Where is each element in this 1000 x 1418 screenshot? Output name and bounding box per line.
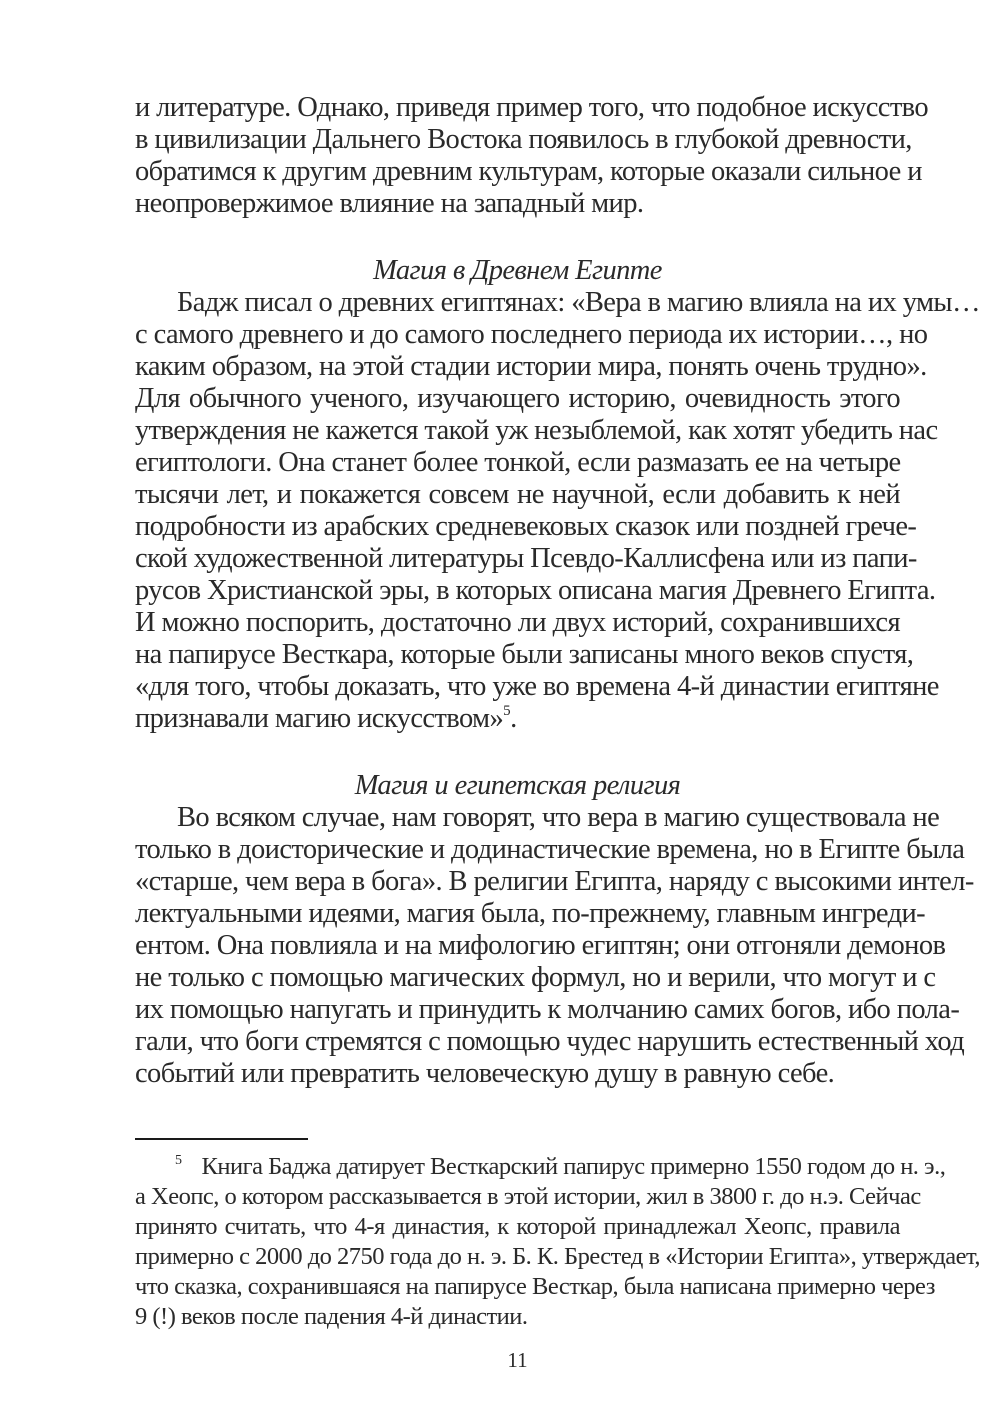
page-number: 11 (507, 1348, 528, 1372)
text-line: ской художественной литературы Псевдо-Каллисфена или из папи- (135, 543, 917, 574)
footnote-number: 5 (175, 1153, 182, 1168)
text-line: ентом. Она повлияла и на мифологию египтян; они отгоняли демонов (135, 930, 946, 961)
text-line: «для того, чтобы доказать, что уже во времена 4-й династии египтяне (135, 671, 939, 702)
text-line: лектуальными идеями, магия была, по-прежнему, главным ингреди- (135, 898, 926, 929)
footnote-text: Книга Баджа датирует Весткарский папирус примерно 1550 годом до н. э., (201, 1153, 946, 1180)
text-line: «старше, чем вера в бога». В религии Египта, наряду с высокими интел- (135, 866, 974, 897)
text-line: русов Христианской эры, в которых описана магия Древнего Египта. (135, 575, 936, 606)
text-line: только в доисторические и додинастические времена, но в Египте была (135, 834, 965, 865)
text-line: египтологи. Она станет более тонкой, если размазать ее на четыре (135, 447, 901, 478)
text-line: тысячи лет, и покажется совсем не научной, если добавить к ней (135, 479, 900, 510)
text-line: с самого древнего и до самого последнего периода их истории…, но (135, 319, 928, 350)
footnote-separator (135, 1138, 308, 1140)
text-line: событий или превратить человеческую душу в равную себе. (135, 1058, 835, 1089)
text-line: признавали магию искусством» (135, 703, 504, 734)
footnote-line: 9 (!) веков после падения 4-й династии. (135, 1303, 528, 1330)
text-line: утверждения не кажется такой уж незыблемой, как хотят убедить нас (135, 415, 938, 446)
text-line: Для обычного ученого, изучающего историю, очевидность этого (135, 383, 900, 414)
footnote-line: принято считать, что 4-я династия, к которой принадлежал Хеопс, правила (135, 1213, 900, 1240)
section-heading: Магия и египетская религия (354, 770, 681, 801)
text-line-with-footnote (135, 703, 900, 735)
trailing-punctuation: . (510, 703, 517, 734)
text-line: обратимся к другим древним культурам, которые оказали сильное и (135, 156, 922, 187)
footnote-line (135, 1152, 946, 1182)
text-line: в цивилизации Дальнего Востока появилось в глубокой древности, (135, 124, 912, 155)
footnote-reference[interactable]: 5 (503, 703, 511, 719)
text-line: их помощью напугать и принудить к молчанию самих богов, ибо пола- (135, 994, 960, 1025)
text-line: Бадж писал о древних египтянах: «Вера в магию влияла на их умы… (177, 287, 980, 318)
section-heading: Магия в Древнем Египте (373, 255, 662, 286)
text-line: каким образом, на этой стадии истории мира, понять очень трудно». (135, 351, 927, 382)
text-line: не только с помощью магических формул, но и верили, что могут и с (135, 962, 936, 993)
text-line: гали, что боги стремятся с помощью чудес нарушить естественный ход (135, 1026, 965, 1057)
text-line: И можно поспорить, достаточно ли двух историй, сохранившихся (135, 607, 900, 638)
footnote-line: примерно с 2000 до 2750 года до н. э. Б. К. Брестед в «Истории Египта», утверждает, (135, 1243, 981, 1270)
footnote-line: а Хеопс, о котором рассказывается в этой истории, жил в 3800 г. до н.э. Сейчас (135, 1183, 921, 1210)
footnote-line: что сказка, сохранившаяся на папирусе Весткар, была написана примерно через (135, 1273, 935, 1300)
text-line: и литературе. Однако, приведя пример того, что подобное искусство (135, 92, 928, 123)
text-line: неопровержимое влияние на западный мир. (135, 188, 644, 219)
text-line: на папирусе Весткара, которые были записаны много веков спустя, (135, 639, 914, 670)
text-line: Во всяком случае, нам говорят, что вера в магию существовала не (177, 802, 940, 833)
text-line: подробности из арабских средневековых сказок или поздней грече- (135, 511, 917, 542)
